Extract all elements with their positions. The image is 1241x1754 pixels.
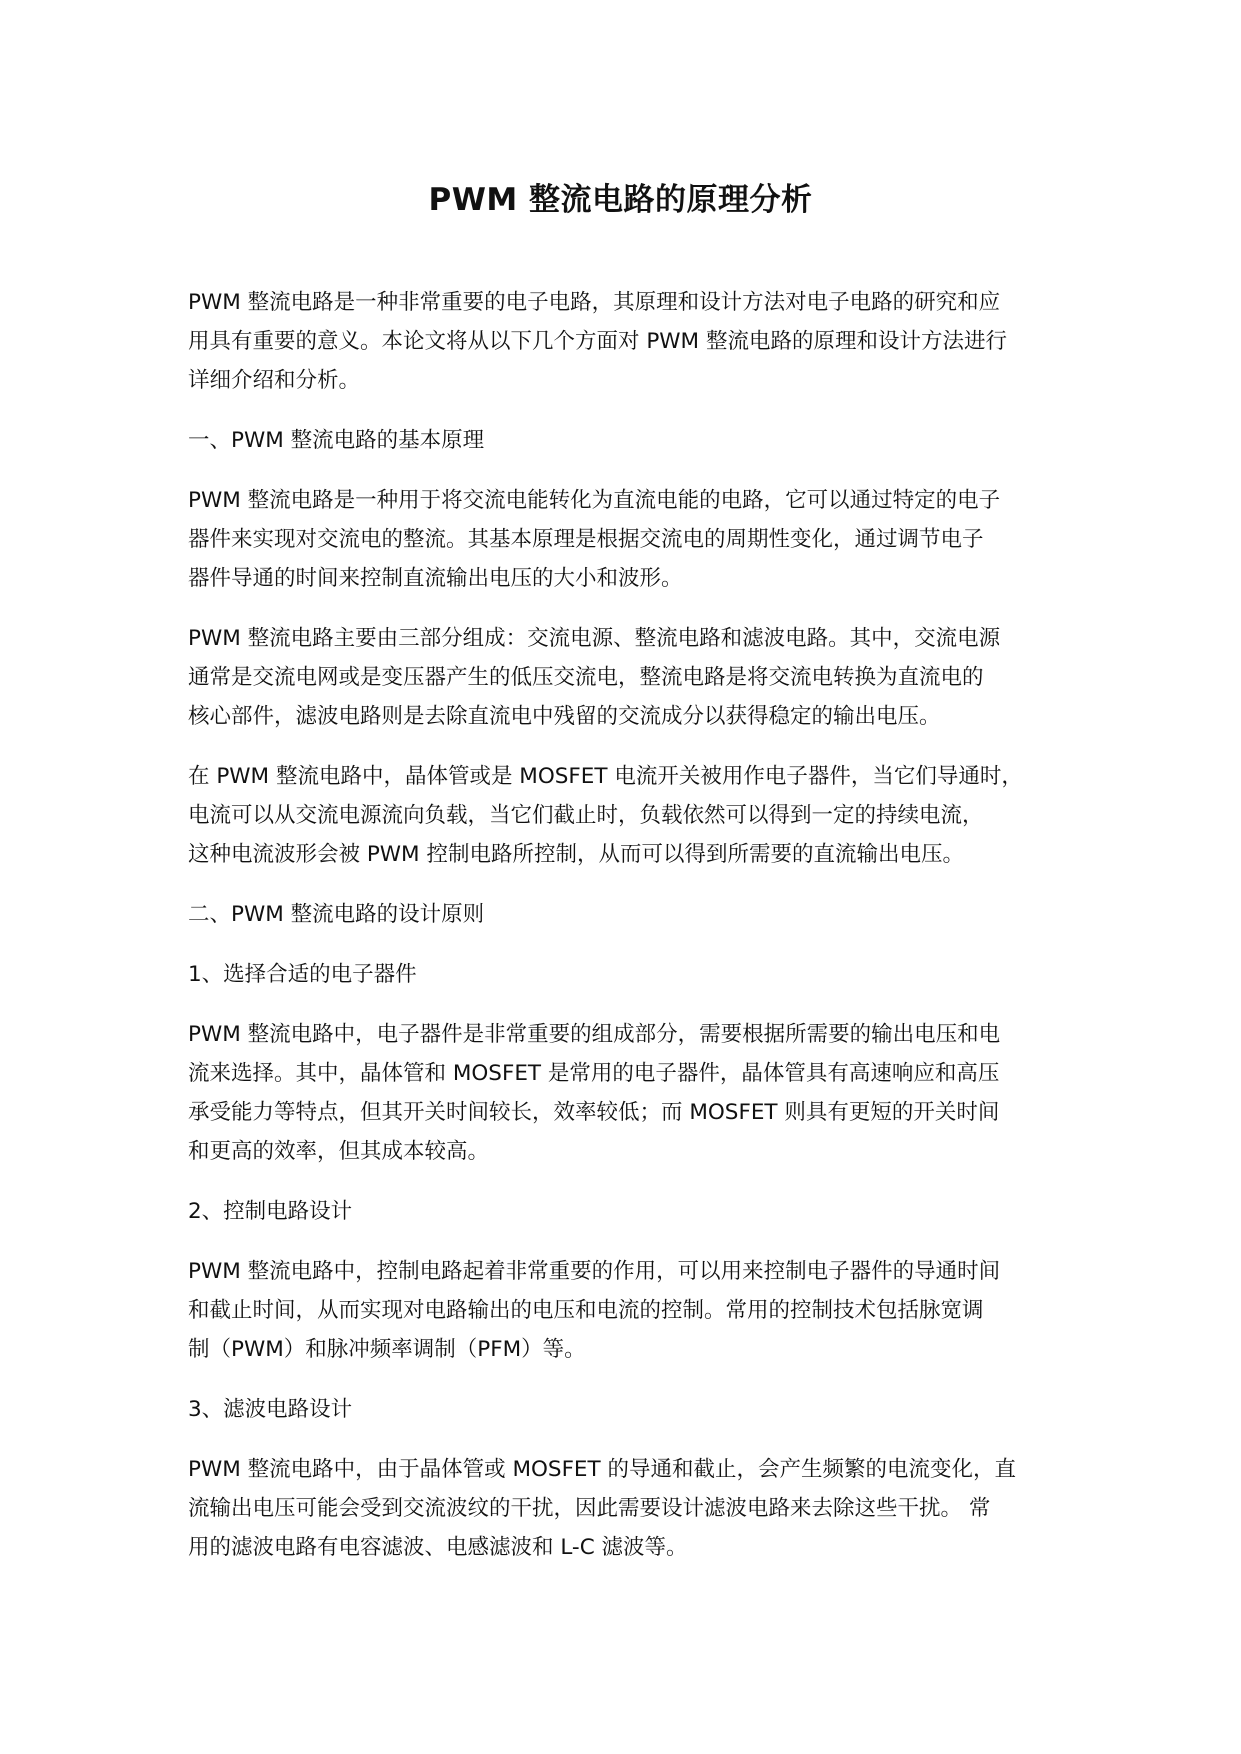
text-line: 3、滤波电路设计 xyxy=(188,1397,353,1422)
text-line: 和截止时间，从而实现对电路输出的电压和电流的控制。常用的控制技术包括脉宽调 xyxy=(188,1298,984,1323)
text-line: PWM 整流电路中，控制电路起着非常重要的作用，可以用来控制电子器件的导通时间 xyxy=(188,1259,1001,1284)
body-paragraph xyxy=(188,481,1068,598)
body-paragraph xyxy=(188,1450,1068,1567)
text-line: PWM 整流电路是一种非常重要的电子电路，其原理和设计方法对电子电路的研究和应 xyxy=(188,290,1001,315)
page-title: PWM 整流电路的原理分析 xyxy=(428,182,813,218)
text-line: PWM 整流电路中，电子器件是非常重要的组成部分，需要根据所需要的输出电压和电 xyxy=(188,1022,1001,1047)
text-line: 器件导通的时间来控制直流输出电压的大小和波形。 xyxy=(188,566,683,591)
body-paragraph xyxy=(188,1015,1068,1171)
text-line: 流输出电压可能会受到交流波纹的干扰，因此需要设计滤波电路来去除这些干扰。 常 xyxy=(188,1496,991,1521)
text-line: 承受能力等特点，但其开关时间较长，效率较低；而 MOSFET 则具有更短的开关时间 xyxy=(188,1100,1000,1125)
text-line: PWM 整流电路中，由于晶体管或 MOSFET 的导通和截止，会产生频繁的电流变化，直 xyxy=(188,1457,1016,1482)
text-line: 在 PWM 整流电路中，晶体管或是 MOSFET 电流开关被用作电子器件，当它们导通时， xyxy=(188,764,1023,789)
body-paragraph xyxy=(188,1252,1068,1369)
text-line: 一、PWM 整流电路的基本原理 xyxy=(188,428,485,453)
section-heading xyxy=(188,955,1068,994)
text-line: 电流可以从交流电源流向负载，当它们截止时，负载依然可以得到一定的持续电流， xyxy=(188,803,984,828)
text-line: 详细介绍和分析。 xyxy=(188,368,361,393)
section-heading xyxy=(188,421,1068,460)
text-line: 流来选择。其中，晶体管和 MOSFET 是常用的电子器件，晶体管具有高速响应和高压 xyxy=(188,1061,1000,1086)
text-line: 器件来实现对交流电的整流。其基本原理是根据交流电的周期性变化，通过调节电子 xyxy=(188,527,984,552)
body-paragraph xyxy=(188,757,1068,874)
text-line: 这种电流波形会被 PWM 控制电路所控制，从而可以得到所需要的直流输出电压。 xyxy=(188,842,964,867)
text-line: 核心部件，滤波电路则是去除直流电中残留的交流成分以获得稳定的输出电压。 xyxy=(188,704,941,729)
text-line: 用的滤波电路有电容滤波、电感滤波和 L-C 滤波等。 xyxy=(188,1535,688,1560)
body-paragraph xyxy=(188,619,1068,736)
section-heading xyxy=(188,1390,1068,1429)
section-heading xyxy=(188,895,1068,934)
section-heading xyxy=(188,1192,1068,1231)
text-line: 制（PWM）和脉冲频率调制（PFM）等。 xyxy=(188,1337,586,1362)
text-line: 用具有重要的意义。本论文将从以下几个方面对 PWM 整流电路的原理和设计方法进行 xyxy=(188,329,1007,354)
text-line: 二、PWM 整流电路的设计原则 xyxy=(188,902,485,927)
text-line: PWM 整流电路是一种用于将交流电能转化为直流电能的电路，它可以通过特定的电子 xyxy=(188,488,1001,513)
text-line: 1、选择合适的电子器件 xyxy=(188,962,417,987)
text-line: 通常是交流电网或是变压器产生的低压交流电，整流电路是将交流电转换为直流电的 xyxy=(188,665,984,690)
text-line: 2、控制电路设计 xyxy=(188,1199,353,1224)
document-body xyxy=(188,283,1068,1588)
text-line: PWM 整流电路主要由三部分组成：交流电源、整流电路和滤波电路。其中，交流电源 xyxy=(188,626,1001,651)
body-paragraph xyxy=(188,283,1068,400)
text-line: 和更高的效率，但其成本较高。 xyxy=(188,1139,490,1164)
